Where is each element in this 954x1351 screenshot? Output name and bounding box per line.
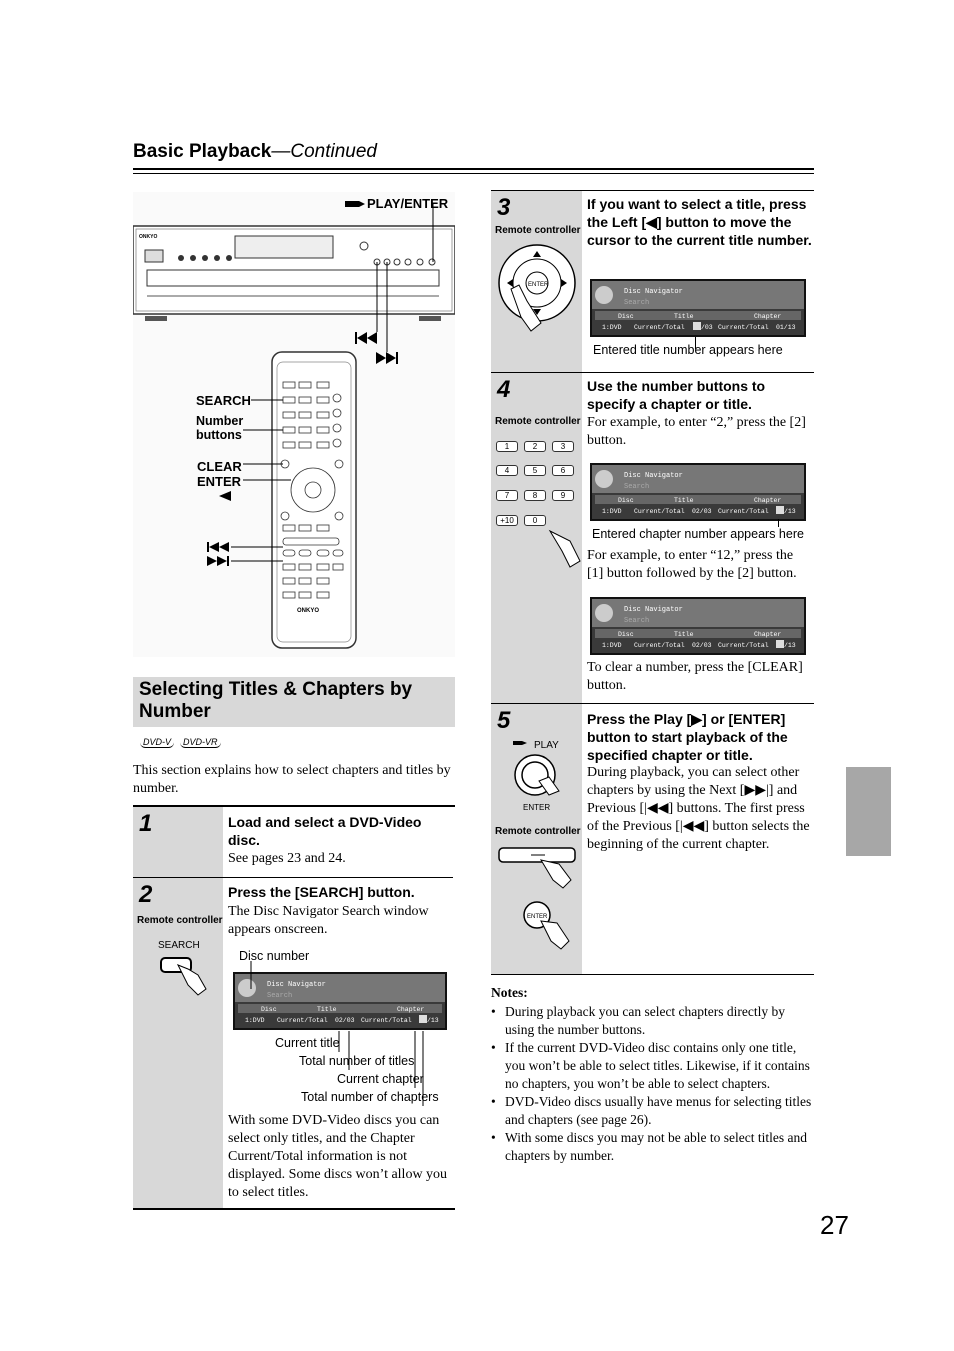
steps-3-5 bbox=[491, 190, 814, 975]
current-title-label: Current title bbox=[275, 1036, 340, 1050]
dvd-vr-badge: DVD-VR bbox=[180, 737, 221, 748]
step4-title: Use the number buttons to specify a chapter or title. bbox=[587, 378, 766, 412]
svg-text:02/03: 02/03 bbox=[335, 1017, 355, 1024]
search-label: SEARCH bbox=[196, 393, 251, 408]
dvd-v-badge: DVD-V bbox=[140, 737, 174, 748]
svg-text:Chapter: Chapter bbox=[754, 631, 782, 638]
svg-text:02/03: 02/03 bbox=[692, 508, 712, 515]
svg-text:Disc: Disc bbox=[261, 1006, 277, 1013]
step-number: 4 bbox=[497, 376, 511, 403]
section-heading: Selecting Titles & Chapters by Number bbox=[133, 677, 455, 727]
key-6[interactable]: 6 bbox=[552, 465, 574, 476]
svg-text:Current/Total: Current/Total bbox=[634, 642, 685, 649]
device-illustration bbox=[133, 192, 455, 657]
svg-text:Disc Navigator: Disc Navigator bbox=[624, 472, 683, 480]
note-item: • If the current DVD-Video disc contains only one title, you won’t be able to select titles. Likewise, if it contains no chapters, you won’t be able to select chapters. bbox=[491, 1039, 816, 1093]
svg-text:1:DVD: 1:DVD bbox=[602, 508, 622, 515]
svg-text:/03: /03 bbox=[701, 324, 713, 331]
step2-title: Press the [SEARCH] button. bbox=[228, 884, 415, 900]
step3-title: If you want to select a title, press the Left [◀] button to move the cursor to the current title number. bbox=[587, 196, 812, 248]
svg-text:Current/Total: Current/Total bbox=[718, 508, 769, 515]
note-item: • DVD-Video discs usually have menus for selecting titles and chapters (see page 26). bbox=[491, 1093, 816, 1129]
play-enter-button-icon bbox=[511, 753, 566, 803]
enter-label: ENTER bbox=[523, 803, 551, 812]
svg-text:ONKYO: ONKYO bbox=[139, 234, 158, 240]
svg-text:Chapter: Chapter bbox=[754, 313, 782, 320]
search-button-icon bbox=[158, 955, 213, 1000]
step3-caption: Entered title number appears here bbox=[593, 343, 783, 357]
clear-label: CLEAR bbox=[197, 459, 242, 474]
disc-navigator-screen bbox=[590, 279, 806, 337]
svg-text:Disc Navigator: Disc Navigator bbox=[624, 606, 683, 614]
svg-text:Disc Navigator: Disc Navigator bbox=[267, 981, 326, 989]
step4-text2: For example, to enter “12,” press the [1] button followed by the [2] button. bbox=[587, 548, 797, 581]
total-chapters-label: Total number of chapters bbox=[301, 1090, 439, 1104]
note-item: • During playback you can select chapters directly by using the number buttons. bbox=[491, 1003, 816, 1039]
svg-text:Search: Search bbox=[624, 299, 650, 307]
svg-text:Title: Title bbox=[317, 1006, 337, 1013]
svg-text:02/03: 02/03 bbox=[692, 642, 712, 649]
key-5[interactable]: 5 bbox=[524, 465, 546, 476]
search-button-label: SEARCH bbox=[158, 940, 200, 951]
svg-text:Title: Title bbox=[674, 497, 694, 504]
svg-text:Search: Search bbox=[624, 617, 650, 625]
header-rule-thin bbox=[133, 173, 814, 174]
svg-text:Current/Total: Current/Total bbox=[718, 324, 769, 331]
play-icon bbox=[513, 739, 527, 747]
svg-text:Current/Total: Current/Total bbox=[634, 508, 685, 515]
svg-text:ENTER: ENTER bbox=[528, 282, 549, 288]
svg-text:ENTER: ENTER bbox=[527, 914, 548, 920]
svg-text:/13: /13 bbox=[784, 508, 796, 515]
svg-text:01/13: 01/13 bbox=[776, 324, 796, 331]
svg-text:Current/Total: Current/Total bbox=[718, 642, 769, 649]
svg-text:Current/Total: Current/Total bbox=[361, 1017, 412, 1024]
header-rule bbox=[133, 168, 814, 170]
step5-text: During playback, you can select other chapters by using the Next [▶▶|] and Previous [|◀◀] buttons. The first press of the Previous [|◀◀] button selects the beginning of the current chapter. bbox=[587, 765, 810, 852]
svg-text:Disc: Disc bbox=[618, 313, 634, 320]
enter-button-icon bbox=[521, 899, 576, 954]
step2-text: The Disc Navigator Search window appears onscreen. bbox=[228, 904, 429, 937]
enter-label: ENTER bbox=[197, 474, 242, 489]
svg-text:/13: /13 bbox=[427, 1017, 439, 1024]
key-9[interactable]: 9 bbox=[552, 490, 574, 501]
step5-title: Press the Play [▶] or [ENTER] button to start playback of the specified chapter or title. bbox=[587, 711, 788, 763]
step-number: 2 bbox=[139, 881, 153, 908]
step-number: 3 bbox=[497, 194, 511, 221]
disc-navigator-screen bbox=[590, 597, 806, 655]
svg-text:Search: Search bbox=[267, 992, 293, 1000]
svg-text:Disc: Disc bbox=[618, 497, 634, 504]
step4-text3: To clear a number, press the [CLEAR] button. bbox=[587, 660, 803, 693]
page-header: Basic Playback—Continued bbox=[133, 141, 377, 162]
notes bbox=[491, 984, 816, 1165]
current-chapter-label: Current chapter bbox=[337, 1072, 424, 1086]
page-number: 27 bbox=[820, 1210, 849, 1240]
key-0[interactable]: 0 bbox=[524, 515, 546, 526]
directional-pad-icon bbox=[497, 243, 577, 338]
svg-text:Chapter: Chapter bbox=[754, 497, 782, 504]
disc-number-label: Disc number bbox=[239, 949, 310, 963]
key-4[interactable]: 4 bbox=[496, 465, 518, 476]
step1-title: Load and select a DVD-Video disc. bbox=[228, 814, 422, 848]
notes-heading: Notes: bbox=[491, 985, 528, 1000]
total-titles-label: Total number of titles bbox=[299, 1054, 415, 1068]
svg-text:Title: Title bbox=[674, 631, 694, 638]
svg-text:1:DVD: 1:DVD bbox=[602, 324, 622, 331]
key-1[interactable]: 1 bbox=[496, 441, 518, 452]
key-plus10[interactable]: +10 bbox=[496, 515, 518, 526]
section-intro: This section explains how to select chapters and titles by number. bbox=[133, 763, 451, 796]
step4-text1: For example, to enter “2,” press the [2] button. bbox=[587, 415, 806, 448]
svg-text:1:DVD: 1:DVD bbox=[245, 1017, 265, 1024]
svg-text:/13: /13 bbox=[784, 642, 796, 649]
key-3[interactable]: 3 bbox=[552, 441, 574, 452]
note-item: • With some discs you may not be able to select titles and chapters by number. bbox=[491, 1129, 816, 1165]
step4-caption: Entered chapter number appears here bbox=[592, 527, 804, 541]
svg-text:Current/Total: Current/Total bbox=[277, 1017, 328, 1024]
play-enter-label: PLAY/ENTER bbox=[367, 196, 449, 211]
step1-text: See pages 23 and 24. bbox=[228, 851, 346, 866]
disc-navigator-screen bbox=[590, 463, 806, 521]
remote-controller-label: Remote controller bbox=[495, 826, 581, 837]
step-number: 5 bbox=[497, 707, 511, 734]
svg-text:Disc Navigator: Disc Navigator bbox=[624, 288, 683, 296]
play-arrow-icon bbox=[345, 201, 365, 207]
remote-controller-label: Remote controller bbox=[495, 416, 581, 427]
side-tab bbox=[846, 767, 891, 856]
svg-text:Chapter: Chapter bbox=[397, 1006, 425, 1013]
steps-1-2 bbox=[133, 805, 455, 1210]
key-8[interactable]: 8 bbox=[524, 490, 546, 501]
key-2[interactable]: 2 bbox=[524, 441, 546, 452]
svg-text:Disc: Disc bbox=[618, 631, 634, 638]
remote-controller-label: Remote controller bbox=[495, 225, 581, 236]
svg-text:ONKYO: ONKYO bbox=[297, 608, 320, 614]
step2-text2: With some DVD-Video discs you can select only titles, and the Chapter Current/Total information is not displayed. Some discs won’t allow you to select titles. bbox=[228, 1113, 448, 1200]
remote-controller-label: Remote controller bbox=[137, 915, 223, 926]
step-number: 1 bbox=[139, 810, 153, 837]
svg-text:Title: Title bbox=[674, 313, 694, 320]
play-button-icon bbox=[497, 846, 582, 896]
key-7[interactable]: 7 bbox=[496, 490, 518, 501]
dvd-player-and-remote-drawing bbox=[133, 192, 455, 657]
hand-pointer-icon bbox=[546, 527, 586, 572]
svg-text:Search: Search bbox=[624, 483, 650, 491]
svg-text:1:DVD: 1:DVD bbox=[602, 642, 622, 649]
svg-text:Current/Total: Current/Total bbox=[634, 324, 685, 331]
play-label: PLAY bbox=[534, 740, 559, 751]
number-buttons-label: Number buttons bbox=[196, 414, 244, 442]
